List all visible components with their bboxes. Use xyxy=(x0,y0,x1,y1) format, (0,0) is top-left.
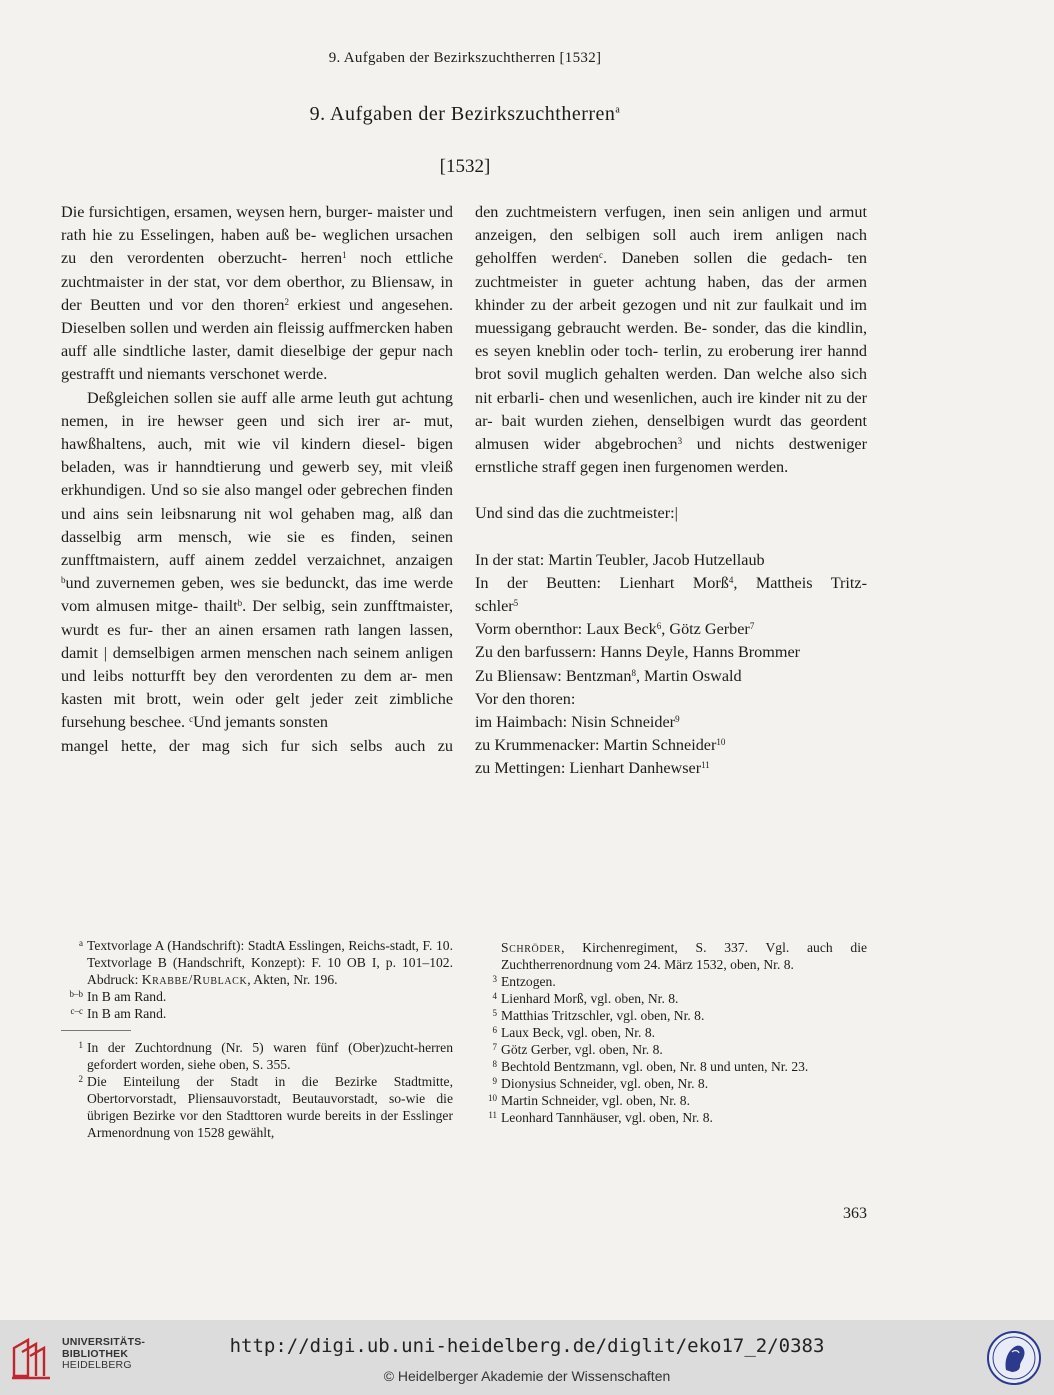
textnote: a Textvorlage A (Handschrift): StadtA Esslingen, Reichs-stadt, F. 10. Textvorlage B (Handschrift, Konzept): F. 10 OB I, p. 101–102. Abdruck: Krabbe/Rublack, Akten, Nr. 196. xyxy=(79,938,453,987)
academy-seal-icon xyxy=(986,1330,1042,1386)
textnote-ref: c xyxy=(598,250,603,261)
paragraph-3: den zuchtmeistern verfugen, inen sein anligen und armut anzeigen, den selbigen soll auch irem anligen nach geholffen werden$^c$. Daneben sollen die gedach- ten zuchtmeister in gueter achtung haben, das der armen khinder zu der arbeit gezogen und nit zur faulkait und im muessigang gebraucht werden. Be- sonder, das die kindlin, es seyen kneblin oder toch- terlin, zu eroberung irer hannd brot sovil muglich gehalten werden. Dan welche also sich nit erbarli- chen und wesenlichen, auch ire kinder nit zu der ar- bait wurden ziehen, denselbigen wurdt das geordent almusen wider abgebrochen$^3$ und nichts destweniger ernstliche straff gegen inen furgenomen werden. xyxy=(475,203,868,477)
textnote-ref: b xyxy=(61,575,66,586)
footnote: 5 Matthias Tritzschler, vgl. oben, Nr. 8. xyxy=(492,1008,705,1023)
permalink[interactable]: http://digi.ub.uni-heidelberg.de/diglit/eko17_2/0383 xyxy=(229,1335,825,1357)
zuchtmeister-list xyxy=(475,549,867,781)
footnote: 8 Bechtold Bentzmann, vgl. oben, Nr. 8 und unten, Nr. 23. xyxy=(492,1059,809,1074)
footnote: 2 Die Einteilung der Stadt in die Bezirke Stadtmitte, Obertorvorstadt, Pliensauvorstadt, Beutauvorstadt, so-wie die übrigen Bezirke vor den Stadttoren wurde bereits in der Esslinger Armenordnung von 1528 gewählt, xyxy=(78,1074,453,1140)
footnote-divider xyxy=(61,1030,131,1031)
footnote-continuation: Schröder, Kirchenregiment, S. 337. Vgl. auch die Zuchtherrenordnung vom 24. März 1532, oben, Nr. 8. xyxy=(501,940,867,972)
list-item: zu Mettingen: Lienhart Danhewser$^{11}$ xyxy=(475,759,710,778)
paragraph-2-end: mangel hette, der mag sich fur sich selbs auch zu xyxy=(61,736,453,755)
title-text: 9. Aufgaben der Bezirkszuchtherren xyxy=(309,103,616,125)
list-item: In der stat: Martin Teubler, Jacob Hutzellaub xyxy=(475,550,765,569)
textnote-ref: b xyxy=(237,598,243,609)
footnote-ref: 1 xyxy=(342,250,347,261)
textnote: b–b In B am Rand. xyxy=(69,989,167,1004)
footnotes-right xyxy=(475,939,867,1126)
title-note-mark: a xyxy=(615,104,621,116)
footnote: 6 Laux Beck, vgl. oben, Nr. 8. xyxy=(492,1025,656,1040)
list-item: Vor den thoren: xyxy=(475,689,576,708)
footnote: 10 Martin Schneider, vgl. oben, Nr. 8. xyxy=(488,1093,690,1108)
list-item: In der Beutten: Lienhart Morß$^4$, Mattheis Tritz- xyxy=(475,573,867,592)
footnotes-left xyxy=(61,937,453,1141)
footnote-ref: 2 xyxy=(284,296,289,307)
textnote-ref: c xyxy=(189,714,194,725)
document-date: [1532] xyxy=(439,156,491,177)
page-number: 363 xyxy=(843,1205,867,1222)
copyright-notice: © Heidelberger Akademie der Wissenschaften xyxy=(383,1368,671,1384)
footnote: 7 Götz Gerber, vgl. oben, Nr. 8. xyxy=(492,1042,663,1057)
list-intro: Und sind das die zuchtmeister:| xyxy=(475,504,678,523)
list-item: zu Krummenacker: Martin Schneider$^{10}$ xyxy=(475,736,726,755)
list-item: Zu den barfussern: Hanns Deyle, Hanns Brommer xyxy=(475,643,801,662)
footnote: 4 Lienhard Morß, vgl. oben, Nr. 8. xyxy=(492,991,679,1006)
paragraph-1: Die fursichtigen, ersamen, weysen hern, burger- maister und rath hie zu Esselingen, haben auß be- weglichen ursachen zu den verordenten oberzucht- herren$^1$ noch ettliche zuchtmaister in der stat, vor dem oberthor, zu Bliensaw, in der Beutten und vor den thoren$^2$ erkiest und angesehen. Dieselben sollen und werden ain fleissig auffmercken haben auff alle sindtliche laster, damit dieselbige der gepur nach gestrafft und niemants verschonet werde. xyxy=(61,203,454,384)
list-item: schler$^5$ xyxy=(475,597,519,616)
running-head: 9. Aufgaben der Bezirkszuchtherren [1532] xyxy=(328,50,602,66)
textnote: c–c In B am Rand. xyxy=(70,1006,167,1021)
right-column xyxy=(475,201,867,781)
list-item: Vorm obernthor: Laux Beck$^6$, Götz Gerber$^7$ xyxy=(475,620,755,639)
footnote: 11 Leonhard Tannhäuser, vgl. oben, Nr. 8. xyxy=(488,1110,713,1125)
footnote: 3 Entzogen. xyxy=(492,974,556,989)
footnote: 9 Dionysius Schneider, vgl. oben, Nr. 8. xyxy=(492,1076,709,1091)
paragraph-2: Deßgleichen sollen sie auff alle arme leuth gut achtung nemen, in ire hewser geen und sich irer ar- mut, hawßhaltens, auch, mit wie vil kindern diesel- bigen beladen, was ir hanndtierung und gewerb sey, mit vleiß erkhundigen. Und so sie also mangel oder gebrechen finden und ains sein leibsnarung nit wol gehaben mag, alß dan dasselbig arm mensch, wie sie es finden, seinen zunfftmaistern, auff ainem zeddel verzaichnet, anzaigen $^b$und zuvernemen geben, wes sie bedunckt, das ime werde vom almusen mitge- thailt$^b$. Der selbig, sein zunfftmaister, wurdt es fur- ther an ainen ersamen rath langen lassen, damit | demselbigen armen menschen nach seinem anligen und leibs notturfft bey den verordenten zu dem ar- men kasten mit brott, wein oder gelt jeder zeit zimbliche fursehung beschee. $^c$Und jemants sonsten xyxy=(61,388,454,732)
footnote-ref: 3 xyxy=(677,436,683,447)
footnote: 1 In der Zuchtordnung (Nr. 5) waren fünf (Ober)zucht-herren gefordert worden, siehe oben, S. 355. xyxy=(78,1040,453,1072)
list-item: im Haimbach: Nisin Schneider$^9$ xyxy=(475,713,680,732)
list-item: Zu Bliensaw: Bentzman$^8$, Martin Oswald xyxy=(475,666,742,685)
library-name[interactable]: UNIVERSITÄTS- BIBLIOTHEK HEIDELBERG xyxy=(62,1336,146,1371)
viewer-footer xyxy=(0,1320,1054,1395)
page-title xyxy=(0,103,930,126)
left-column xyxy=(61,201,453,758)
